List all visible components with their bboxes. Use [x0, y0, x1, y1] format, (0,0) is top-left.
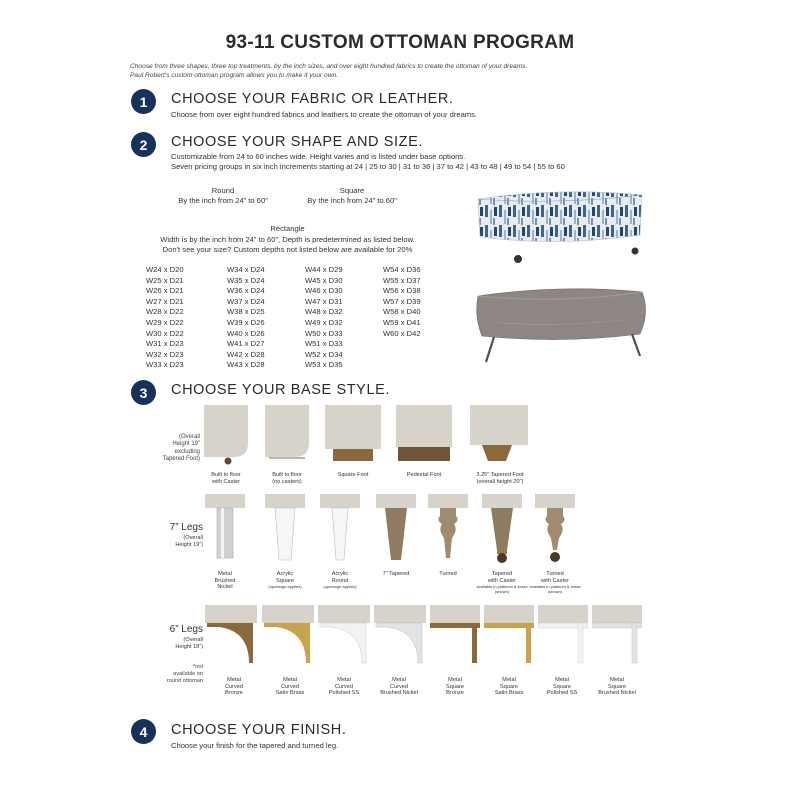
caption-note: (upcharge applies)	[323, 584, 357, 590]
shape-round	[160, 186, 286, 205]
leg-caption-1	[200, 571, 250, 591]
caption-line: Square	[499, 683, 519, 690]
caption-line: Metal	[227, 677, 241, 683]
rectangle-ottoman-leather-image	[472, 282, 652, 367]
size-option: W24 x D20	[146, 265, 184, 274]
step-2-text-1: Customizable from 24 to 60 inches wide. Height varies and is listed under base options.	[171, 152, 466, 161]
caption-line: Square Foot	[337, 472, 369, 478]
size-option: W33 x D23	[146, 360, 184, 370]
base-built-to-floor-caster-image	[204, 405, 248, 465]
row1-height-note	[140, 434, 200, 464]
caption-line: Square	[552, 683, 572, 690]
caption-line: Metal	[610, 677, 624, 683]
caption-line: Bronze	[225, 690, 243, 697]
caption-line: Acrylic	[276, 571, 294, 577]
leg-tapered-caster-image	[482, 494, 522, 566]
leg-curved-brushed-nickel-image	[374, 605, 426, 667]
size-option: W57 x D39	[383, 296, 421, 306]
caption-line: Satin Brass	[275, 690, 305, 697]
caption-line: Curved	[334, 683, 354, 690]
step-2-text-2: Seven pricing groups in six inch increments starting at 24 | 25 to 30 | 31 to 36 | 37 to 42 | 43 to 48 | 49 to 54 | 55 to 60	[171, 162, 565, 171]
size-option: W26 x D21	[146, 286, 184, 296]
caption-line: Square	[445, 683, 465, 690]
step-4-text: Choose your finish for the tapered and turned leg.	[171, 741, 339, 750]
intro-text	[130, 62, 690, 80]
leg-caption-2	[257, 571, 313, 589]
caption-line: Turned	[546, 571, 564, 577]
leg6-caption-7	[533, 677, 591, 697]
page-title: 93-11 CUSTOM OTTOMAN PROGRAM	[225, 32, 575, 53]
shape-rectangle-desc-2: Don't see your size? Custom depths not listed below are available for 20%	[162, 245, 413, 254]
leg-square-satin-brass-image	[484, 605, 534, 667]
base-caption-5	[464, 472, 536, 485]
shape-rectangle	[140, 224, 435, 256]
caption-line: (no casters)	[272, 478, 302, 485]
caption-line: Pedestal Foot	[406, 472, 442, 478]
leg-curved-bronze-image	[205, 605, 257, 667]
caption-line: Metal	[392, 677, 406, 683]
caption-line: with Caster	[541, 577, 569, 584]
step-2-badge: 2	[131, 132, 156, 157]
six-inch-legs-note	[140, 664, 203, 685]
caption-line: Acrylic	[331, 571, 349, 577]
caption-note: available in platinum & brass (shown)	[529, 584, 581, 595]
size-option: W46 x D30	[305, 286, 343, 296]
size-option: W58 x D40	[383, 307, 421, 317]
leg-square-polished-ss-image	[538, 605, 588, 667]
base-square-foot-image	[325, 405, 381, 465]
size-option: W56 x D38	[383, 286, 421, 296]
caption-line: Metal	[283, 677, 297, 683]
intro-line-1: Choose from three shapes, three top treatments, by the inch sizes, and over eight hundred fabrics to create the ottoman of your dreams.	[130, 63, 528, 70]
size-option: W59 x D41	[383, 317, 421, 327]
size-option: W34 x D24	[227, 265, 265, 274]
step-1-heading: CHOOSE YOUR FABRIC OR LEATHER.	[171, 91, 454, 107]
size-option: W42 x D28	[227, 349, 265, 359]
square-ottoman-fabric-image	[470, 185, 650, 265]
leg-caption-4	[368, 571, 424, 578]
size-option: W52 x D34	[305, 349, 343, 359]
caption-line: Brushed	[214, 577, 236, 584]
row1-note-line-1: (Overall	[178, 434, 200, 440]
caption-line: Built to floor	[272, 472, 302, 478]
leg-acrylic-square-image	[265, 494, 305, 566]
caption-line: (overall height 20”)	[476, 478, 524, 485]
caption-line: Square	[275, 577, 295, 584]
leg-square-bronze-image	[430, 605, 480, 667]
leg-acrylic-round-image	[320, 494, 360, 566]
caption-line: Metal	[337, 677, 351, 683]
row1-note-line-3: excluding	[174, 448, 200, 455]
leg-metal-brushed-nickel-image	[205, 494, 245, 566]
size-option: W48 x D32	[305, 307, 343, 317]
caption-line: with Caster	[488, 577, 516, 584]
legs7-sub-2: Height 19”)	[175, 542, 203, 548]
shape-rectangle-label: Rectangle	[270, 224, 305, 233]
caption-line: Metal	[448, 677, 462, 683]
row1-note-line-4: Tapered Foot)	[162, 456, 200, 463]
note-line: available on	[173, 671, 203, 677]
caption-line: Metal	[555, 677, 569, 683]
size-option: W31 x D23	[146, 339, 184, 349]
legs6-title: 6” Legs	[169, 624, 203, 635]
caption-line: Square	[607, 683, 627, 690]
legs6-sub-1: (Overall	[183, 637, 203, 643]
size-option: W53 x D35	[305, 360, 343, 370]
size-option: W50 x D33	[305, 328, 343, 338]
leg-turned-caster-image	[535, 494, 575, 566]
leg6-caption-3	[315, 677, 373, 697]
size-option: W40 x D26	[227, 328, 265, 338]
note-line: round ottoman	[166, 678, 203, 684]
size-option: W47 x D31	[305, 296, 343, 306]
leg-caption-5	[420, 571, 476, 578]
leg-caption-3	[312, 571, 368, 589]
leg-caption-6	[474, 571, 530, 594]
leg6-caption-6	[480, 677, 538, 697]
leg6-caption-5	[426, 677, 484, 697]
step-1-badge: 1	[131, 89, 156, 114]
size-option: W45 x D30	[305, 275, 343, 285]
caption-line: Polished SS	[328, 690, 360, 697]
caption-note: available in platinum & brass (shown)	[476, 584, 528, 595]
base-caption-4	[394, 472, 454, 479]
base-caption-3	[323, 472, 383, 479]
leg-seven-tapered-image	[376, 494, 416, 566]
caption-line: Polished SS	[546, 690, 578, 697]
leg-turned-image	[428, 494, 468, 566]
step-1-text: Choose from over eight hundred fabrics and leathers to create the ottoman of your dreams.	[171, 110, 478, 119]
size-option: W29 x D22	[146, 317, 184, 327]
size-option: W35 x D24	[227, 275, 265, 285]
size-option: W43 x D28	[227, 360, 265, 370]
size-column-4	[383, 265, 421, 339]
caption-line: Round	[331, 577, 349, 584]
caption-line: with Caster	[212, 478, 240, 485]
size-column-3	[305, 265, 343, 371]
size-option: W39 x D26	[227, 317, 265, 327]
size-option: W27 x D21	[146, 296, 184, 306]
caption-line: Curved	[389, 683, 409, 690]
base-tapered-foot-image	[470, 405, 528, 465]
size-option: W54 x D36	[383, 265, 421, 274]
caption-line: Curved	[280, 683, 300, 690]
size-column-2	[227, 265, 265, 371]
shape-square-desc: By the inch from 24” to 60”	[307, 195, 397, 205]
leg6-caption-8	[587, 677, 647, 697]
leg6-caption-1	[205, 677, 263, 697]
step-4-badge: 4	[131, 719, 156, 744]
shape-rectangle-desc-1: Width is by the inch from 24” to 60”, Depth is predetermined as listed below.	[160, 234, 415, 244]
size-column-1	[146, 265, 184, 371]
size-option: W49 x D32	[305, 317, 343, 327]
caption-line: Curved	[224, 683, 244, 690]
leg-curved-satin-brass-image	[262, 605, 314, 667]
base-caption-1	[196, 472, 256, 485]
leg-square-brushed-nickel-image	[592, 605, 642, 667]
step-3-heading: CHOOSE YOUR BASE STYLE.	[171, 382, 391, 398]
base-pedestal-foot-image	[396, 405, 452, 465]
caption-line: Built to floor	[211, 472, 241, 478]
size-option: W41 x D27	[227, 339, 265, 349]
caption-line: Metal	[502, 677, 516, 683]
caption-line: Brushed Nickel	[598, 690, 636, 697]
size-option: W60 x D42	[383, 328, 421, 338]
shape-square	[290, 186, 414, 205]
shape-square-label: Square	[339, 186, 365, 195]
shape-round-desc: By the inch from 24” to 60”	[178, 195, 268, 205]
caption-line: 3.25” Tapered Foot	[476, 472, 524, 478]
caption-line: Brushed Nickel	[380, 690, 418, 697]
step-2-heading: CHOOSE YOUR SHAPE AND SIZE.	[171, 134, 424, 150]
leg6-caption-2	[261, 677, 319, 697]
size-option: W25 x D21	[146, 275, 184, 285]
legs7-title: 7” Legs	[169, 522, 203, 533]
leg-curved-polished-ss-image	[318, 605, 370, 667]
base-caption-2	[257, 472, 317, 485]
size-option: W51 x D33	[305, 339, 343, 349]
caption-line: Metal	[218, 571, 232, 577]
note-line: *not	[193, 664, 203, 670]
leg6-caption-4	[369, 677, 429, 697]
legs7-sub-1: (Overall	[183, 535, 203, 541]
caption-line: Nickel	[217, 584, 233, 591]
caption-line: Satin Brass	[494, 690, 524, 697]
caption-line: 7” Tapered	[382, 571, 410, 577]
caption-note: (upcharge applies)	[268, 584, 302, 590]
row1-note-line-2: Height 19”	[172, 441, 200, 448]
size-option: W30 x D22	[146, 328, 184, 338]
size-option: W37 x D24	[227, 296, 265, 306]
size-option: W38 x D25	[227, 307, 265, 317]
size-option: W36 x D24	[227, 286, 265, 296]
legs6-sub-2: Height 18”)	[175, 644, 203, 650]
caption-line: Turned	[439, 571, 457, 577]
caption-line: Tapered	[491, 571, 513, 577]
intro-line-2: Paul Robert's custom ottoman program allows you to make it your own.	[130, 72, 338, 79]
six-inch-legs-label	[140, 624, 203, 651]
caption-line: Bronze	[446, 690, 464, 697]
step-3-badge: 3	[131, 380, 156, 405]
seven-inch-legs-label	[140, 522, 203, 549]
shape-round-label: Round	[211, 186, 235, 195]
size-option: W28 x D22	[146, 307, 184, 317]
leg-caption-7	[527, 571, 583, 594]
size-option: W44 x D29	[305, 265, 343, 274]
step-4-heading: CHOOSE YOUR FINISH.	[171, 722, 347, 738]
base-built-to-floor-no-caster-image	[265, 405, 309, 465]
size-option: W55 x D37	[383, 275, 421, 285]
size-option: W32 x D23	[146, 349, 184, 359]
